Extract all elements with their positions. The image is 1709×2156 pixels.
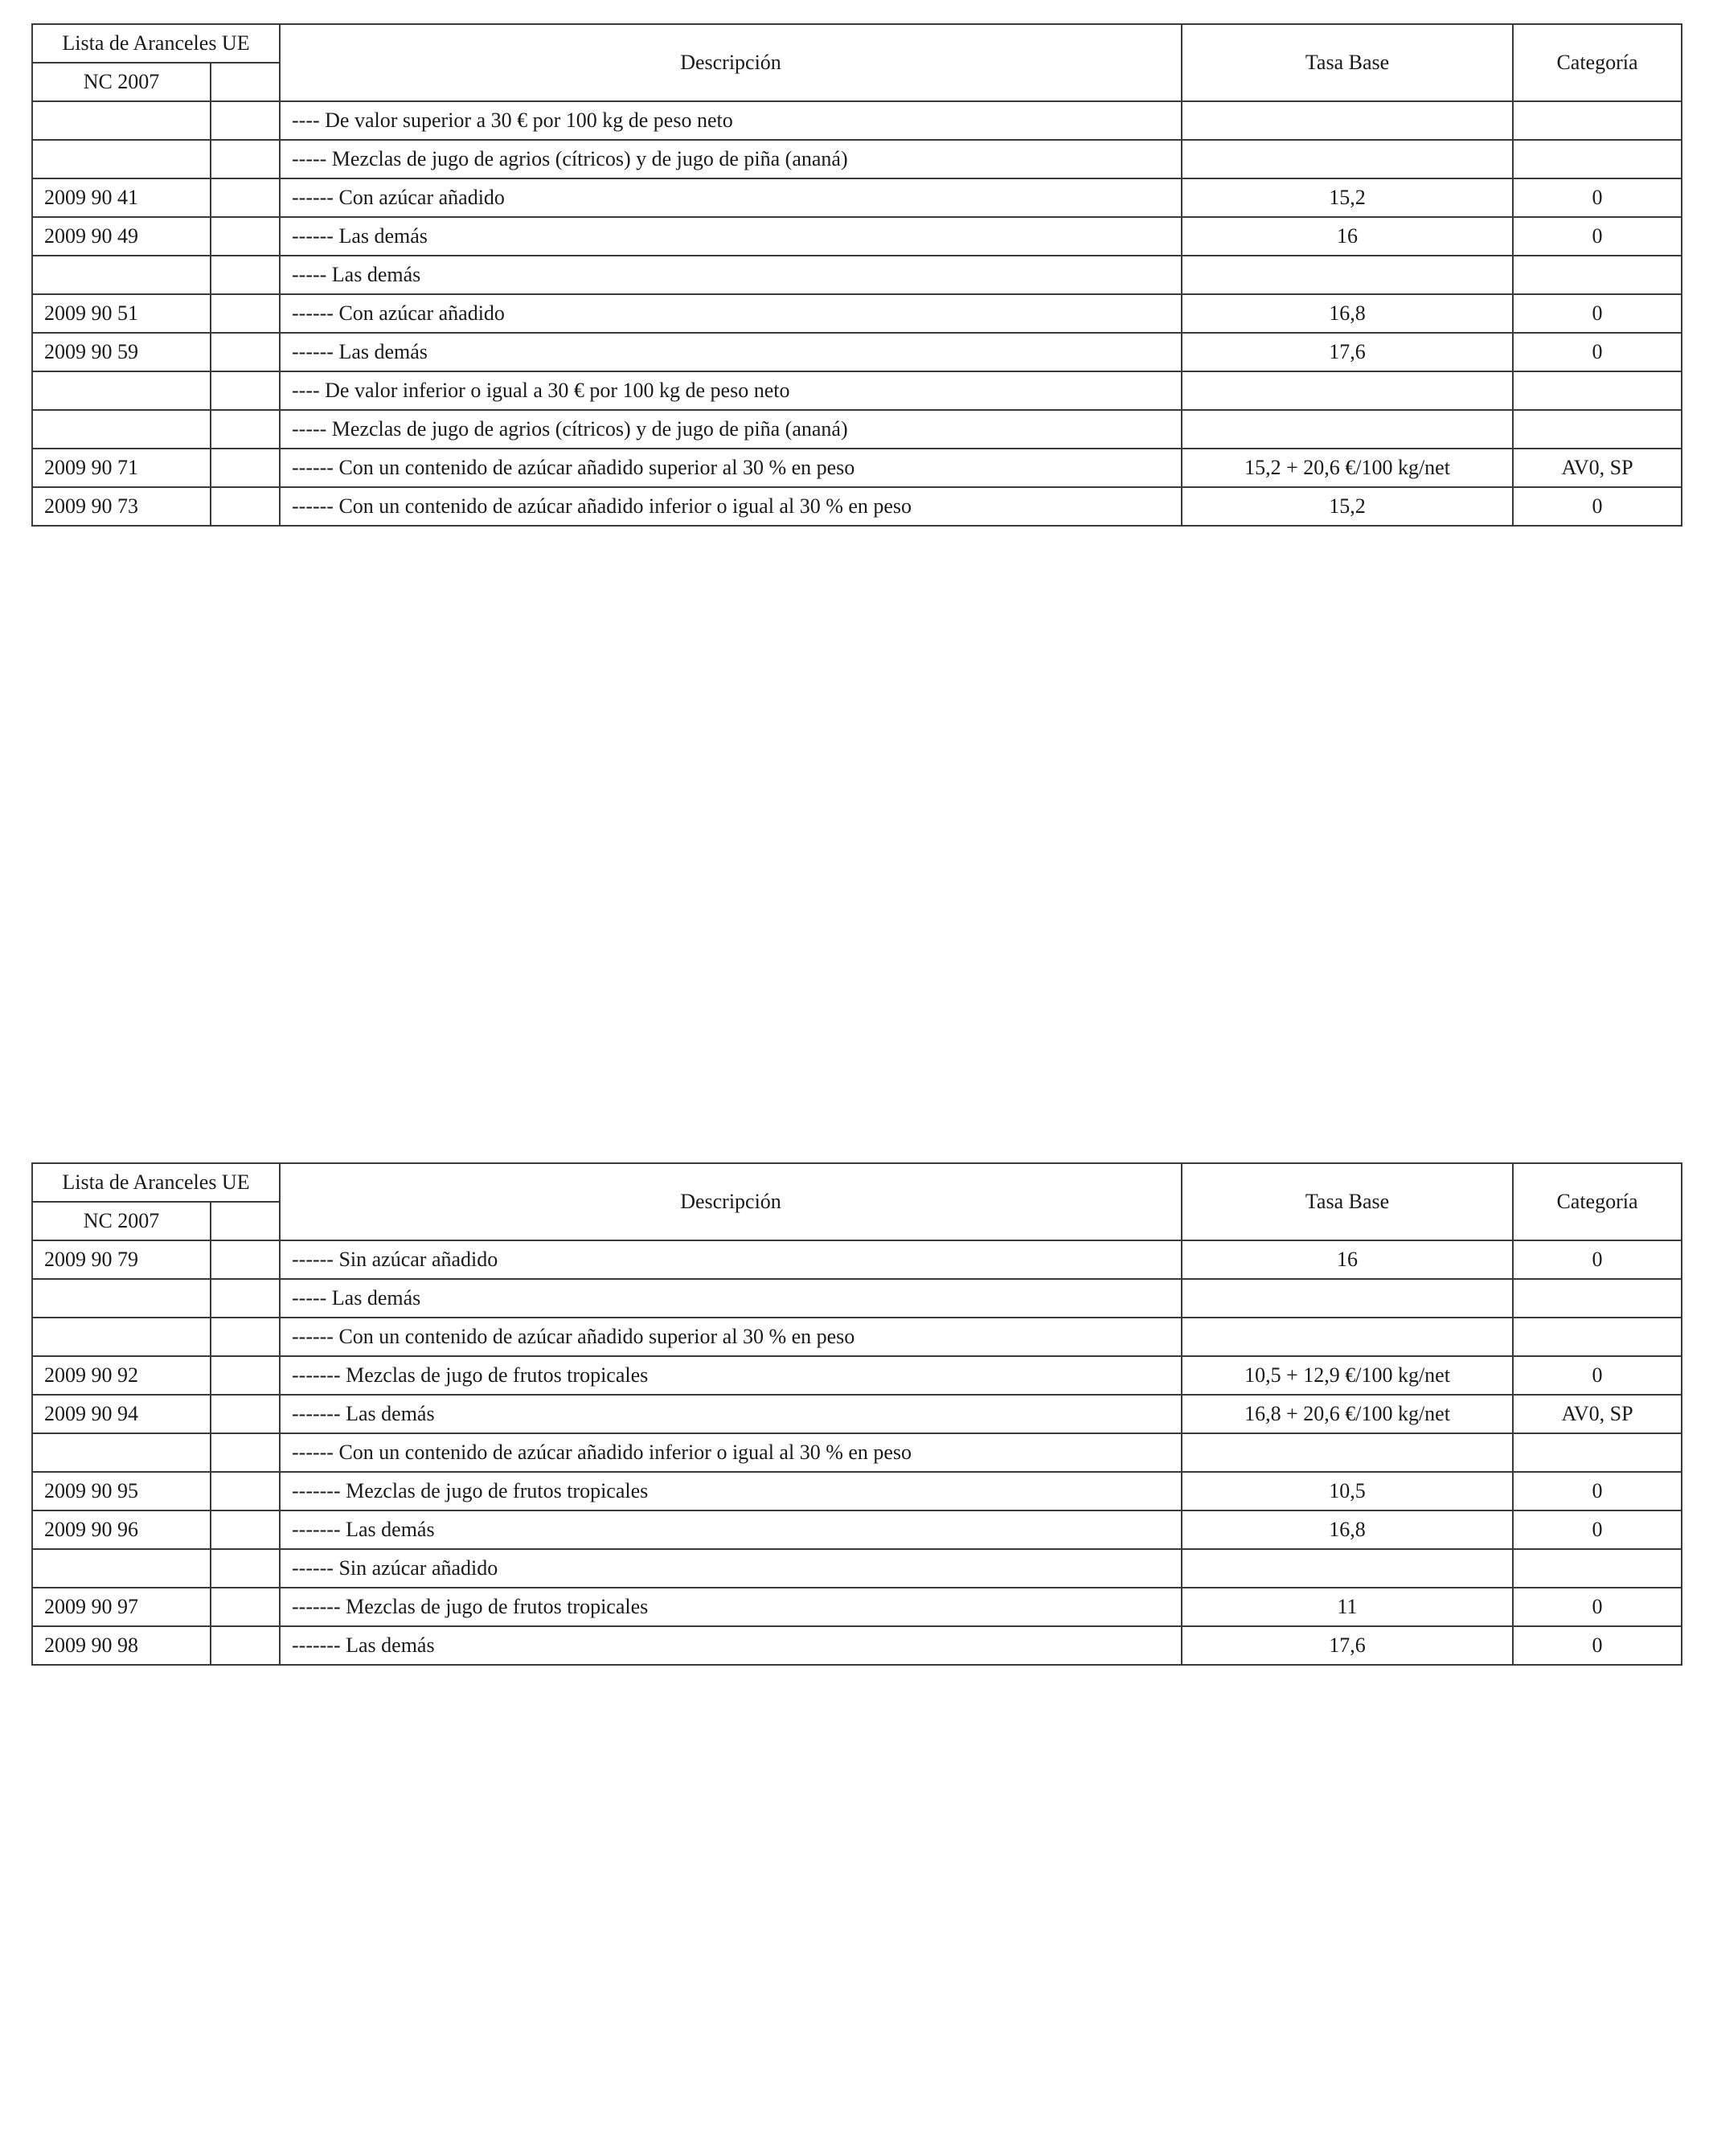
- base-rate-cell: [1182, 256, 1513, 294]
- base-rate-cell: 11: [1182, 1588, 1513, 1626]
- category-cell: 0: [1513, 1588, 1682, 1626]
- blank-cell: [211, 410, 280, 449]
- table-row: [32, 1279, 1682, 1318]
- nc-code-cell: [32, 371, 211, 410]
- description-cell: ------- Las demás: [280, 1395, 1182, 1433]
- description-cell: ------ Con un contenido de azúcar añadido superior al 30 % en peso: [280, 449, 1182, 487]
- blank-cell: [211, 1279, 280, 1318]
- base-rate-cell: 16,8: [1182, 294, 1513, 333]
- base-rate-cell: 16: [1182, 217, 1513, 256]
- blank-cell: [211, 1510, 280, 1549]
- base-rate-cell: [1182, 1318, 1513, 1356]
- category-cell: 0: [1513, 1472, 1682, 1510]
- tariff-table-2: [31, 1162, 1682, 1666]
- blank-cell: [211, 294, 280, 333]
- nc-header: NC 2007: [32, 1202, 211, 1240]
- list-header: Lista de Aranceles UE: [32, 1163, 280, 1202]
- blank-cell: [211, 1240, 280, 1279]
- base-rate-cell: 17,6: [1182, 333, 1513, 371]
- base-rate-cell: [1182, 1279, 1513, 1318]
- nc-code-cell: [32, 1279, 211, 1318]
- base-rate-cell: 10,5 + 12,9 €/100 kg/net: [1182, 1356, 1513, 1395]
- category-cell: [1513, 140, 1682, 178]
- category-cell: [1513, 1279, 1682, 1318]
- table-row: [32, 1356, 1682, 1395]
- nc-code-cell: [32, 1433, 211, 1472]
- category-cell: 0: [1513, 217, 1682, 256]
- table-row: [32, 1626, 1682, 1665]
- nc-code-cell: 2009 90 96: [32, 1510, 211, 1549]
- base-rate-cell: [1182, 371, 1513, 410]
- table-row: [32, 410, 1682, 449]
- base-rate-cell: 16,8: [1182, 1510, 1513, 1549]
- nc-code-cell: [32, 140, 211, 178]
- category-cell: [1513, 1318, 1682, 1356]
- table-row: [32, 294, 1682, 333]
- blank-cell: [211, 1433, 280, 1472]
- base-rate-cell: 15,2 + 20,6 €/100 kg/net: [1182, 449, 1513, 487]
- table-row: [32, 333, 1682, 371]
- nc-code-cell: 2009 90 73: [32, 487, 211, 526]
- list-header: Lista de Aranceles UE: [32, 24, 280, 63]
- nc-code-cell: 2009 90 94: [32, 1395, 211, 1433]
- category-cell: [1513, 371, 1682, 410]
- nc-code-cell: 2009 90 71: [32, 449, 211, 487]
- blank-cell: [211, 1588, 280, 1626]
- blank-cell: [211, 178, 280, 217]
- table-body: [32, 1240, 1682, 1665]
- table-row: [32, 217, 1682, 256]
- category-cell: 0: [1513, 1240, 1682, 1279]
- category-cell: 0: [1513, 178, 1682, 217]
- description-header: Descripción: [280, 1163, 1182, 1240]
- nc-code-cell: 2009 90 59: [32, 333, 211, 371]
- table-header: [32, 24, 1682, 101]
- blank-cell: [211, 1356, 280, 1395]
- nc-code-cell: 2009 90 92: [32, 1356, 211, 1395]
- description-cell: ----- Las demás: [280, 1279, 1182, 1318]
- description-cell: ----- Mezclas de jugo de agrios (cítricos) y de jugo de piña (ananá): [280, 140, 1182, 178]
- base-rate-cell: 15,2: [1182, 487, 1513, 526]
- description-cell: ---- De valor inferior o igual a 30 € por 100 kg de peso neto: [280, 371, 1182, 410]
- base-rate-cell: 15,2: [1182, 178, 1513, 217]
- base-rate-cell: [1182, 1433, 1513, 1472]
- category-cell: 0: [1513, 487, 1682, 526]
- category-cell: AV0, SP: [1513, 449, 1682, 487]
- blank-cell: [211, 1395, 280, 1433]
- category-cell: 0: [1513, 294, 1682, 333]
- description-cell: ------ Las demás: [280, 333, 1182, 371]
- base-rate-cell: [1182, 101, 1513, 140]
- nc-code-cell: 2009 90 79: [32, 1240, 211, 1279]
- blank-cell: [211, 101, 280, 140]
- category-cell: 0: [1513, 1626, 1682, 1665]
- description-cell: ------ Las demás: [280, 217, 1182, 256]
- base-rate-cell: [1182, 140, 1513, 178]
- description-cell: ------- Mezclas de jugo de frutos tropicales: [280, 1356, 1182, 1395]
- category-cell: [1513, 1433, 1682, 1472]
- table-row: [32, 487, 1682, 526]
- nc-code-cell: 2009 90 98: [32, 1626, 211, 1665]
- blank-cell: [211, 371, 280, 410]
- nc-code-cell: 2009 90 95: [32, 1472, 211, 1510]
- category-header: Categoría: [1513, 24, 1682, 101]
- table-row: [32, 1395, 1682, 1433]
- category-header: Categoría: [1513, 1163, 1682, 1240]
- base-rate-cell: 10,5: [1182, 1472, 1513, 1510]
- nc-code-cell: 2009 90 97: [32, 1588, 211, 1626]
- nc-code-cell: [32, 256, 211, 294]
- category-cell: [1513, 256, 1682, 294]
- nc-code-cell: [32, 101, 211, 140]
- blank-cell: [211, 1472, 280, 1510]
- description-cell: ------- Mezclas de jugo de frutos tropicales: [280, 1588, 1182, 1626]
- blank-cell: [211, 217, 280, 256]
- nc-code-cell: 2009 90 41: [32, 178, 211, 217]
- table-row: [32, 1588, 1682, 1626]
- table-row: [32, 178, 1682, 217]
- description-cell: ------ Con azúcar añadido: [280, 294, 1182, 333]
- table-row: [32, 449, 1682, 487]
- category-cell: 0: [1513, 1356, 1682, 1395]
- description-cell: ------ Sin azúcar añadido: [280, 1549, 1182, 1588]
- description-cell: ------ Con un contenido de azúcar añadido inferior o igual al 30 % en peso: [280, 1433, 1182, 1472]
- table-row: [32, 140, 1682, 178]
- blank-cell: [211, 487, 280, 526]
- description-cell: ------ Sin azúcar añadido: [280, 1240, 1182, 1279]
- table-row: [32, 371, 1682, 410]
- base-rate-header: Tasa Base: [1182, 1163, 1513, 1240]
- nc-header: NC 2007: [32, 63, 211, 101]
- description-cell: ------- Las demás: [280, 1510, 1182, 1549]
- blank-cell: [211, 1318, 280, 1356]
- base-rate-cell: 16,8 + 20,6 €/100 kg/net: [1182, 1395, 1513, 1433]
- base-rate-cell: 16: [1182, 1240, 1513, 1279]
- nc-code-cell: [32, 1318, 211, 1356]
- description-cell: ------- Mezclas de jugo de frutos tropicales: [280, 1472, 1182, 1510]
- table-row: [32, 1549, 1682, 1588]
- category-cell: [1513, 101, 1682, 140]
- nc-code-cell: 2009 90 51: [32, 294, 211, 333]
- category-cell: 0: [1513, 1510, 1682, 1549]
- table-row: [32, 1472, 1682, 1510]
- description-cell: ------ Con un contenido de azúcar añadido superior al 30 % en peso: [280, 1318, 1182, 1356]
- base-rate-cell: [1182, 1549, 1513, 1588]
- description-cell: ----- Mezclas de jugo de agrios (cítricos) y de jugo de piña (ananá): [280, 410, 1182, 449]
- blank-cell: [211, 1626, 280, 1665]
- nc-code-cell: 2009 90 49: [32, 217, 211, 256]
- description-cell: ------- Las demás: [280, 1626, 1182, 1665]
- category-cell: AV0, SP: [1513, 1395, 1682, 1433]
- blank-cell: [211, 333, 280, 371]
- table-body: [32, 101, 1682, 526]
- base-rate-header: Tasa Base: [1182, 24, 1513, 101]
- tariff-table-1: [31, 23, 1682, 527]
- nc-code-cell: [32, 410, 211, 449]
- description-cell: ----- Las demás: [280, 256, 1182, 294]
- description-cell: ------ Con azúcar añadido: [280, 178, 1182, 217]
- table-row: [32, 1433, 1682, 1472]
- table-header: [32, 1163, 1682, 1240]
- base-rate-cell: [1182, 410, 1513, 449]
- base-rate-cell: 17,6: [1182, 1626, 1513, 1665]
- table-row: [32, 1318, 1682, 1356]
- category-cell: [1513, 1549, 1682, 1588]
- blank-header: [211, 1202, 280, 1240]
- category-cell: [1513, 410, 1682, 449]
- category-cell: 0: [1513, 333, 1682, 371]
- blank-cell: [211, 256, 280, 294]
- blank-header: [211, 63, 280, 101]
- nc-code-cell: [32, 1549, 211, 1588]
- description-cell: ---- De valor superior a 30 € por 100 kg de peso neto: [280, 101, 1182, 140]
- blank-cell: [211, 140, 280, 178]
- description-header: Descripción: [280, 24, 1182, 101]
- table-row: [32, 1240, 1682, 1279]
- blank-cell: [211, 449, 280, 487]
- table-row: [32, 1510, 1682, 1549]
- description-cell: ------ Con un contenido de azúcar añadido inferior o igual al 30 % en peso: [280, 487, 1182, 526]
- blank-cell: [211, 1549, 280, 1588]
- table-row: [32, 101, 1682, 140]
- table-row: [32, 256, 1682, 294]
